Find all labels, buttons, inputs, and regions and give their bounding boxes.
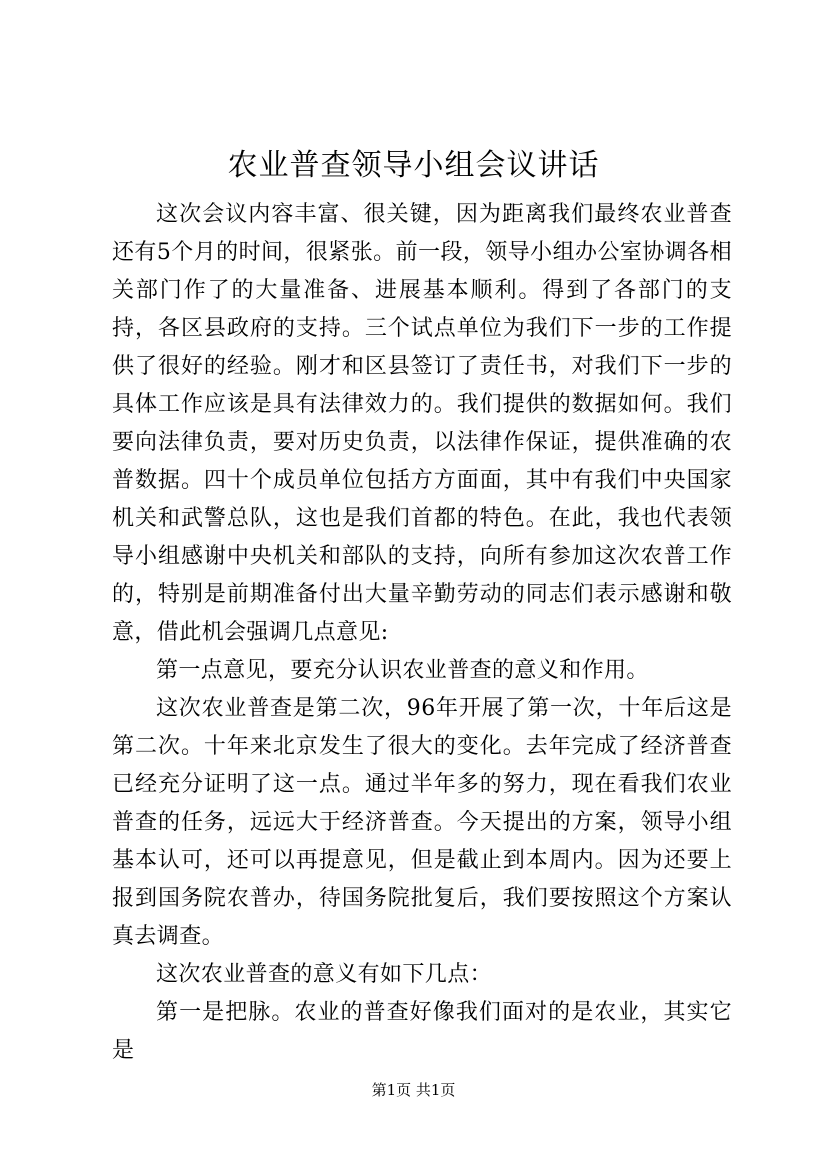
paragraph-1: 这次会议内容丰富、很关键，因为距离我们最终农业普查还有5个月的时间，很紧张。前一段，领导小组办公室协调各相关部门作了的大量准备、进展基本顺利。得到了各部门的支持，各区县政府的支持。三个试点单位为我们下一步的工作提供了很好的经验。刚才和区县签订了责任书，对我们下一步的具体工作应该是具有法律效力的。我们提供的数据如何。我们要向法律负责，要对历史负责，以法律作保证，提供准确的农普数据。四十个成员单位包括方方面面，其中有我们中央国家机关和武警总队，这也是我们首都的特色。在此，我也代表领导小组感谢中央机关和部队的支持，向所有参加这次农普工作的，特别是前期准备付出大量辛勤劳动的同志们表示感谢和敬意，借此机会强调几点意见: — [112, 202, 732, 645]
document-body — [112, 196, 732, 1070]
paragraph-2: 第一点意见，要充分认识农业普查的意义和作用。 — [156, 658, 649, 683]
paragraph-3: 这次农业普查是第二次，96年开展了第一次，十年后这是第二次。十年来北京发生了很大的变化。去年完成了经济普查已经充分证明了这一点。通过半年多的努力，现在看我们农业普查的任务，远远大于经济普查。今天提出的方案，领导小组基本认可，还可以再提意见，但是截止到本周内。因为还要上报到国务院农普办，待国务院批复后，我们要按照这个方案认真去调查。 — [112, 696, 732, 949]
paragraph-4: 这次农业普查的意义有如下几点： — [156, 962, 493, 987]
page-footer: 第1页 共1页 — [371, 1081, 456, 1099]
paragraph-5: 第一是把脉。农业的普查好像我们面对的是农业，其实它是 — [112, 1000, 732, 1063]
document-title: 农业普查领导小组会议讲话 — [227, 148, 600, 183]
